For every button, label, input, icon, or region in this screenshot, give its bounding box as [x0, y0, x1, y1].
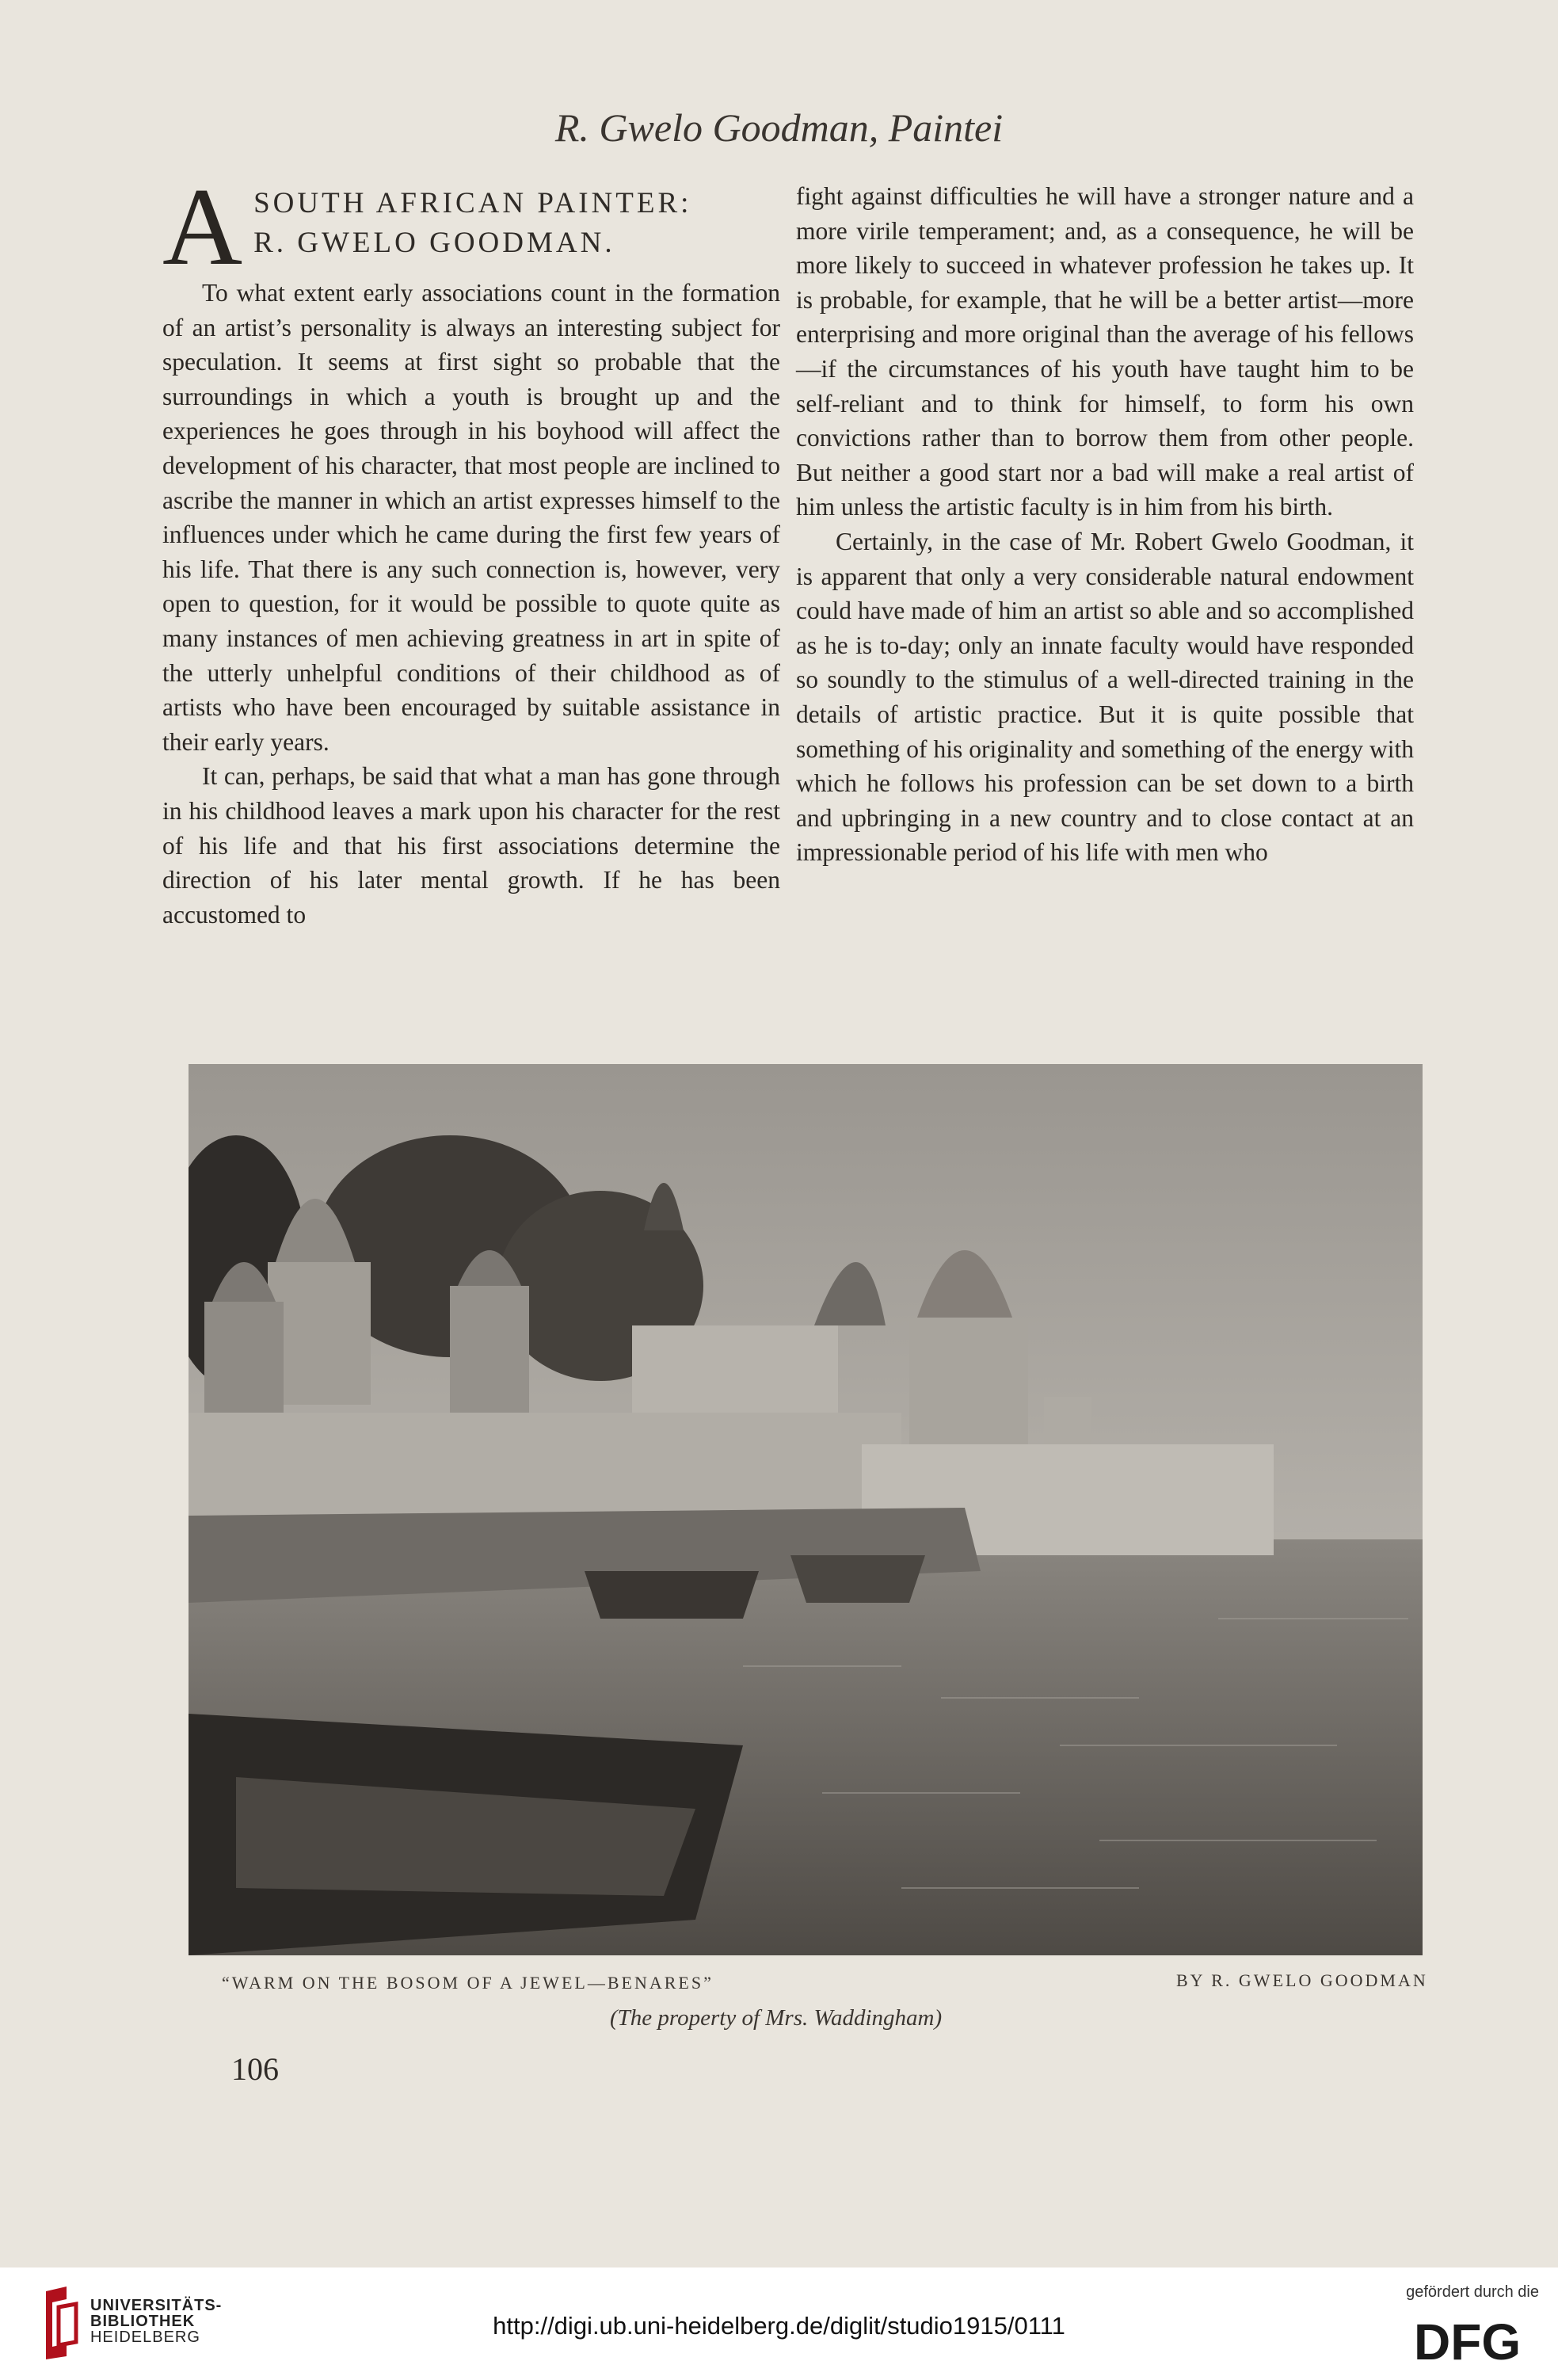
body-paragraph: It can, perhaps, be said that what a man has gone through in his childhood leaves a mark upon his character for the rest of his life and that his first associations determine the direction of his later mental growth. If he has been accustomed to [162, 762, 780, 929]
page-number: 106 [231, 2051, 279, 2087]
running-head: R. Gwelo Goodman, Paintei [554, 105, 1004, 150]
benares-painting-image [189, 1064, 1423, 1955]
article-column-right [796, 179, 1414, 870]
article-column-left [162, 166, 780, 932]
dfg-logo-icon [1414, 2315, 1539, 2364]
drop-cap: A [162, 166, 243, 288]
plate-caption-title: “WARM ON THE BOSOM OF A JEWEL—BENARES” [222, 1973, 714, 1993]
headline-line-1: SOUTH AFRICAN PAINTER: [253, 187, 692, 219]
permalink-url[interactable]: http://digi.ub.uni-heidelberg.de/diglit/studio1915/0111 [493, 2312, 1065, 2340]
plate-caption-owner: (The property of Mrs. Waddingham) [610, 2005, 943, 2031]
digitization-footer [0, 2267, 1558, 2380]
painting-plate [189, 1064, 1423, 1955]
body-paragraph: Certainly, in the case of Mr. Robert Gwelo Goodman, it is apparent that only a very considerable natural endowment could have made of him an artist so able and so accomplished as he is to-day; only an innate faculty would have responded so soundly to the stimulus of a well-directed training in the details of artistic practice. But it is quite possible that something of his originality and something of the energy with which he follows his profession can be set down to a birth and upbringing in a new country and to close contact at an impressionable period of his life with men who [796, 527, 1414, 867]
article-headline [162, 166, 780, 288]
library-name: UNIVERSITÄTS- BIBLIOTHEK HEIDELBERG [90, 2297, 223, 2346]
body-paragraph: fight against difficulties he will have a stronger nature and a more virile temperament; and, as a consequence, he will be more likely to succeed in whatever profession he takes up. It is probable, for example, that he will be a better artist—more enterprising and more original than the average of his fellows—if the circumstances of his youth have taught him to be self-reliant and to think for himself, to form his own convictions rather than to borrow them from other people. But neither a good start nor a bad will make a real artist of him unless the artistic faculty is in him from his birth. [796, 182, 1414, 521]
body-paragraph: To what extent early associations count in the formation of an artist’s personality is always an interesting subject for speculation. It seems at first sight so probable that the surroundings in which a youth is brought up and the experiences he goes through in his boyhood will affect the development of his character, that most people are inclined to ascribe the manner in which an artist expresses himself to the influences under which he came during the first few years of his life. That there is any such connection is, however, very open to question, for it would be possible to quote quite as many instances of men achieving greatness in art in spite of the utterly unhelpful conditions of their childhood as of artists who have been encouraged by suitable assistance in their early years. [162, 279, 780, 756]
plate-caption-credit: BY R. GWELO GOODMAN [1176, 1970, 1428, 1990]
svg-text:DFG: DFG [1414, 2315, 1522, 2364]
sponsor-label: gefördert durch die [1406, 2283, 1539, 2301]
headline-line-2: R. GWELO GOODMAN. [253, 227, 615, 259]
